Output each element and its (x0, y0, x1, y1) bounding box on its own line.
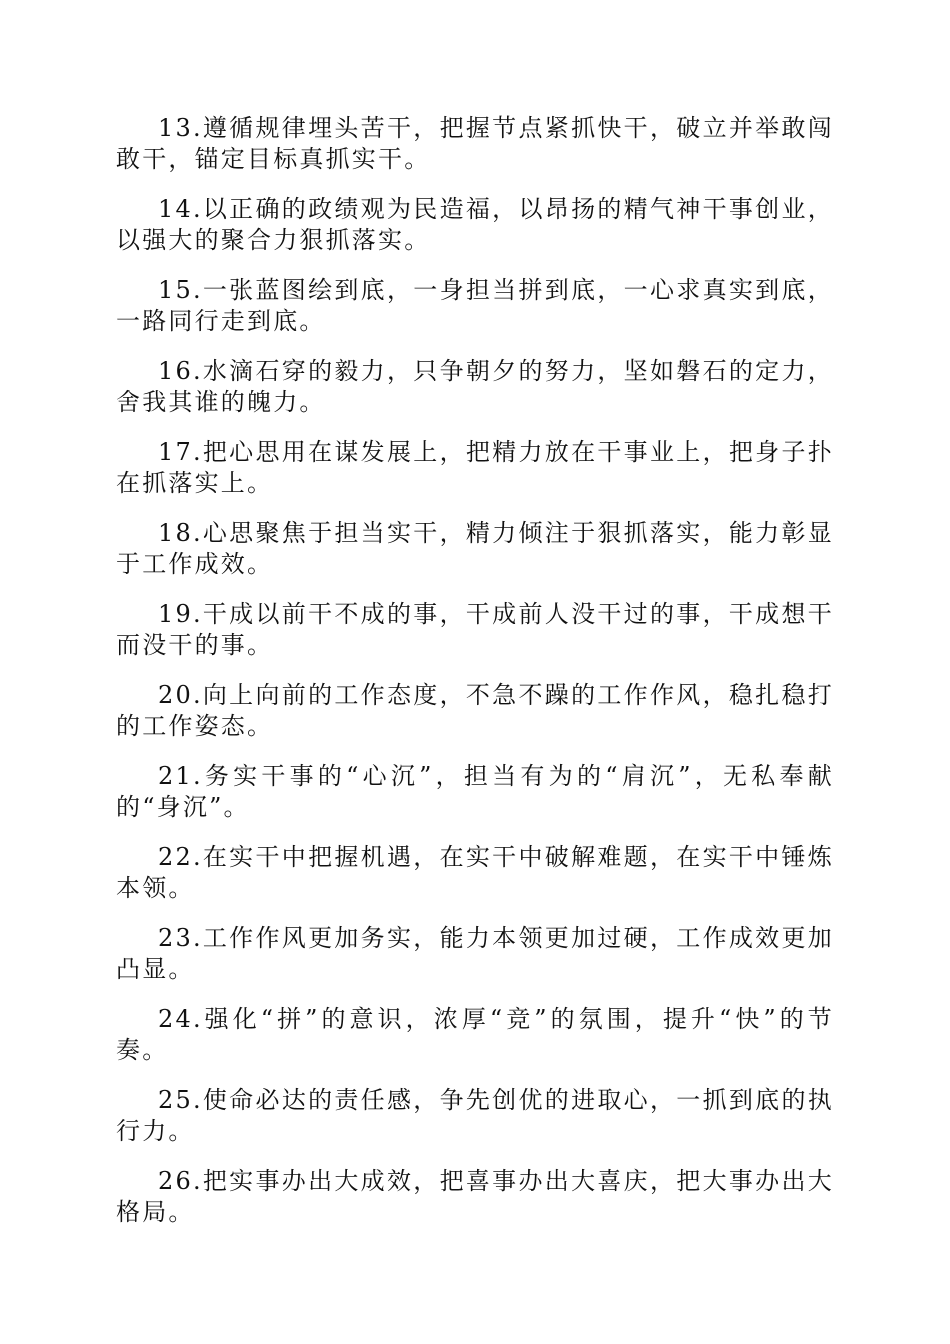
paragraph-24: 24.强化“拼”的意识，浓厚“竞”的氛围，提升“快”的节奏。 (116, 1005, 834, 1064)
paragraph-22: 22.在实干中把握机遇，在实干中破解难题，在实干中锤炼本领。 (116, 843, 834, 902)
paragraph-16: 16.水滴石穿的毅力，只争朝夕的努力，坚如磐石的定力，舍我其谁的魄力。 (116, 357, 834, 416)
paragraph-20: 20.向上向前的工作态度，不急不躁的工作作风，稳扎稳打的工作姿态。 (116, 681, 834, 740)
document-body (116, 113, 834, 1247)
paragraph-21: 21.务实干事的“心沉”，担当有为的“肩沉”，无私奉献的“身沉”。 (116, 762, 834, 821)
paragraph-13: 13.遵循规律埋头苦干，把握节点紧抓快干，破立并举敢闯敢干，锚定目标真抓实干。 (116, 114, 834, 173)
paragraph-14: 14.以正确的政绩观为民造福，以昂扬的精气神干事创业，以强大的聚合力狠抓落实。 (116, 195, 834, 254)
paragraph-23: 23.工作作风更加务实，能力本领更加过硬，工作成效更加凸显。 (116, 924, 834, 983)
paragraph-26: 26.把实事办出大成效，把喜事办出大喜庆，把大事办出大格局。 (116, 1167, 834, 1226)
paragraph-15: 15.一张蓝图绘到底，一身担当拼到底，一心求真实到底，一路同行走到底。 (116, 276, 834, 335)
paragraph-17: 17.把心思用在谋发展上，把精力放在干事业上，把身子扑在抓落实上。 (116, 438, 834, 497)
paragraph-18: 18.心思聚焦于担当实干，精力倾注于狠抓落实，能力彰显于工作成效。 (116, 519, 834, 578)
paragraph-25: 25.使命必达的责任感，争先创优的进取心，一抓到底的执行力。 (116, 1086, 834, 1145)
paragraph-19: 19.干成以前干不成的事，干成前人没干过的事，干成想干而没干的事。 (116, 600, 834, 659)
